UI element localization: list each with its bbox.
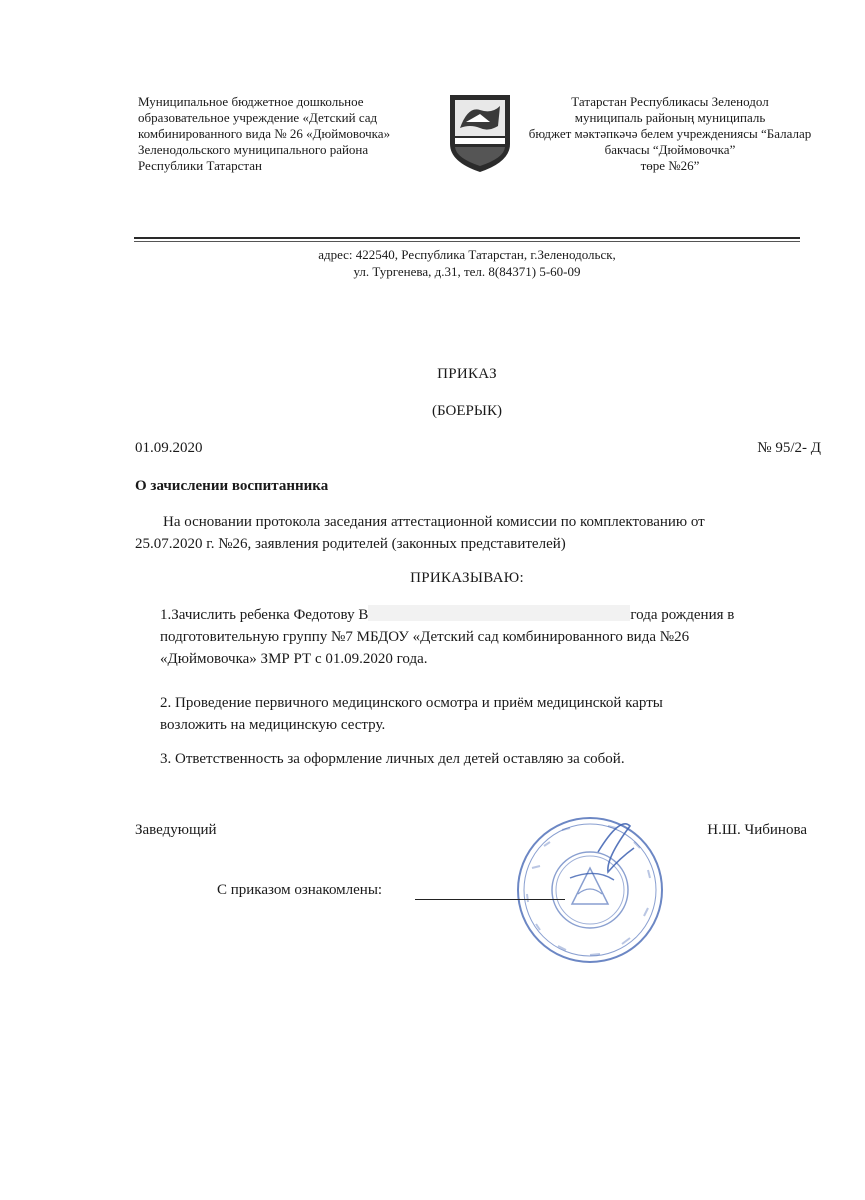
redacted-region bbox=[368, 605, 630, 621]
order-item-line bbox=[160, 604, 800, 626]
header-right-tatar bbox=[520, 94, 820, 174]
header-right-line: бакчасы “Дюймовочка” bbox=[604, 142, 736, 157]
document-number: № 95/2- Д bbox=[757, 440, 821, 456]
acknowledgement-label: С приказом ознакомлены: bbox=[217, 882, 383, 898]
signatory-name: Н.Ш. Чибинова bbox=[707, 822, 807, 838]
address-block bbox=[134, 246, 800, 280]
header-left-line: Республики Татарстан bbox=[138, 158, 262, 173]
official-stamp-icon bbox=[510, 808, 670, 968]
order-item-line: подготовительную группу №7 МБДОУ «Детский сад комбинированного вида №26 bbox=[160, 629, 690, 645]
order-item-line: 2. Проведение первичного медицинского осмотра и приём медицинской карты bbox=[160, 695, 663, 711]
header-right-line: Татарстан Республикасы Зеленодол bbox=[571, 94, 769, 109]
basis-line: На основании протокола заседания аттестационной комиссии по комплектованию от bbox=[163, 514, 705, 530]
header-left-russian bbox=[138, 94, 438, 174]
document-title-tatar: (БОЕРЫК) bbox=[432, 403, 502, 419]
signatory-position: Заведующий bbox=[135, 822, 217, 838]
order-item-line: «Дюймовочка» ЗМР РТ с 01.09.2020 года. bbox=[160, 651, 428, 667]
header-right-line: бюджет мәктәпкәчә белем учреждениясы “Балалар bbox=[528, 126, 812, 141]
order-item-3: 3. Ответственность за оформление личных дел детей оставляю за собой. bbox=[160, 751, 625, 767]
document-subject: О зачислении воспитанника bbox=[135, 478, 329, 494]
header-left-line: комбинированного вида № 26 «Дюймовочка» bbox=[138, 126, 391, 141]
address-line: ул. Тургенева, д.31, тел. 8(84371) 5-60-09 bbox=[353, 264, 581, 279]
basis-paragraph bbox=[135, 511, 803, 555]
header-right-line: муниципаль районың муниципаль bbox=[574, 110, 766, 125]
document-date: 01.09.2020 bbox=[135, 440, 203, 456]
order-heading: ПРИКАЗЫВАЮ: bbox=[410, 570, 524, 586]
header-left-line: образовательное учреждение «Детский сад bbox=[138, 110, 378, 125]
document-title: ПРИКАЗ bbox=[437, 366, 497, 382]
header-divider-thick bbox=[134, 237, 800, 239]
header-right-line: төре №26” bbox=[640, 158, 700, 173]
order-item-1 bbox=[160, 604, 800, 670]
order-item-line: возложить на медицинскую сестру. bbox=[160, 717, 386, 733]
header-divider-thin bbox=[134, 241, 800, 242]
address-line: адрес: 422540, Республика Татарстан, г.Зеленодольск, bbox=[318, 247, 616, 262]
acknowledgement-signature-line bbox=[415, 899, 565, 900]
basis-line: 25.07.2020 г. №26, заявления родителей (законных представителей) bbox=[135, 536, 566, 552]
header-left-line: Муниципальное бюджетное дошкольное bbox=[138, 94, 364, 109]
order-item-2 bbox=[160, 692, 800, 736]
header-left-line: Зеленодольского муниципального района bbox=[138, 142, 369, 157]
item1-start: 1.Зачислить ребенка Федотову В bbox=[160, 607, 369, 623]
item1-end: года рождения в bbox=[630, 607, 735, 623]
city-emblem-icon bbox=[446, 92, 514, 174]
